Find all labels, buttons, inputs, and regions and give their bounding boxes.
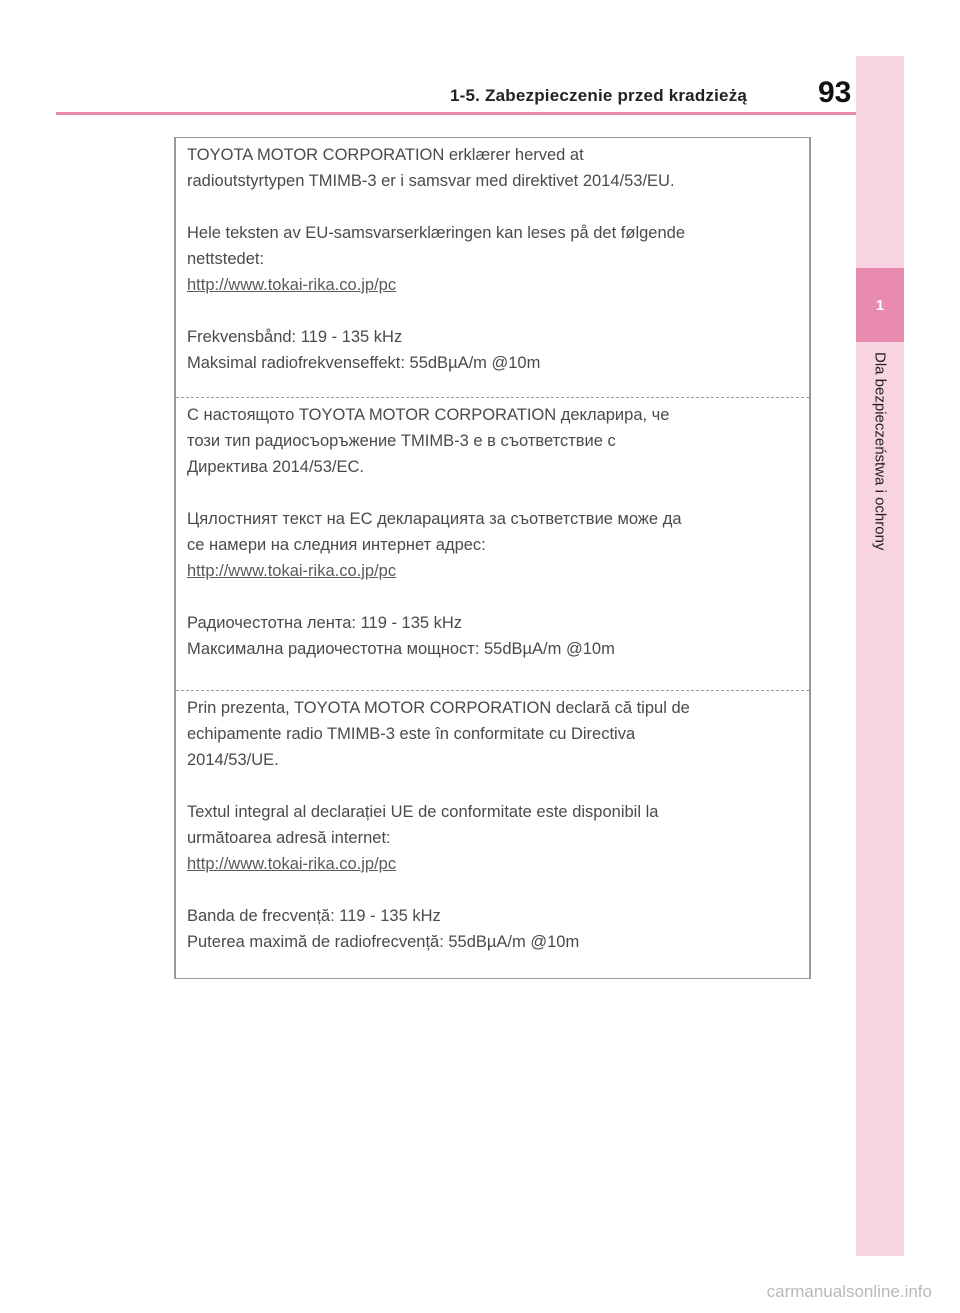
declaration-text: Prin prezenta, TOYOTA MOTOR CORPORATION declară că tipul de (187, 699, 690, 717)
frequency-band: Frekvensbånd: 119 - 135 kHz (187, 328, 403, 346)
page-number: 93 (818, 76, 852, 109)
chapter-number-tab[interactable]: 1 (856, 268, 904, 342)
declaration-block-romanian (176, 690, 809, 978)
declaration-url-link[interactable]: http://www.tokai-rika.co.jp/pc (187, 855, 397, 873)
fulltext-info: Цялостният текст на ЕС декларацията за съответствие може да (187, 510, 682, 528)
declaration-url-link[interactable]: http://www.tokai-rika.co.jp/pc (187, 276, 397, 294)
declaration-text: echipamente radio TMIMB-3 este în conformitate cu Directiva (187, 725, 636, 743)
declaration-text: С настоящото TOYOTA MOTOR CORPORATION декларира, че (187, 406, 670, 424)
fulltext-info: Hele teksten av EU-samsvarserklæringen kan leses på det følgende (187, 224, 685, 242)
declaration-block-bulgarian (176, 397, 809, 690)
max-power: Максимална радиочестотна мощност: 55dBµA/m @10m (187, 640, 615, 658)
section-title: 1-5. Zabezpieczenie przed kradzieżą (450, 86, 748, 105)
declaration-text: radioutstyrtypen TMIMB-3 er i samsvar med direktivet 2014/53/EU. (187, 172, 675, 190)
frequency-band: Радиочестотна лента: 119 - 135 kHz (187, 614, 463, 632)
fulltext-info: се намери на следния интернет адрес: (187, 536, 486, 554)
side-tab-strip (856, 56, 904, 1256)
chapter-title: Dla bezpieczeństwa i ochrony (871, 352, 889, 551)
max-power: Puterea maximă de radiofrecvență: 55dBµA/m @10m (187, 933, 580, 951)
fulltext-info: nettstedet: (187, 250, 265, 268)
declaration-text: 2014/53/UE. (187, 751, 279, 769)
declaration-url-link[interactable]: http://www.tokai-rika.co.jp/pc (187, 562, 397, 580)
fulltext-info: Textul integral al declarației UE de conformitate este disponibil la (187, 803, 659, 821)
declaration-table (174, 137, 811, 979)
declaration-block-norwegian (176, 138, 809, 397)
declaration-text: TOYOTA MOTOR CORPORATION erklærer herved at (187, 146, 584, 164)
frequency-band: Banda de frecvență: 119 - 135 kHz (187, 907, 441, 925)
declaration-text: Директива 2014/53/ЕС. (187, 458, 364, 476)
declaration-text: този тип радиосъоръжение TMIMB-3 е в съответствие с (187, 432, 616, 450)
max-power: Maksimal radiofrekvenseffekt: 55dBµA/m @10m (187, 354, 541, 372)
header-divider (56, 112, 856, 115)
site-watermark: carmanualsonline.info (766, 1282, 932, 1301)
fulltext-info: următoarea adresă internet: (187, 829, 391, 847)
